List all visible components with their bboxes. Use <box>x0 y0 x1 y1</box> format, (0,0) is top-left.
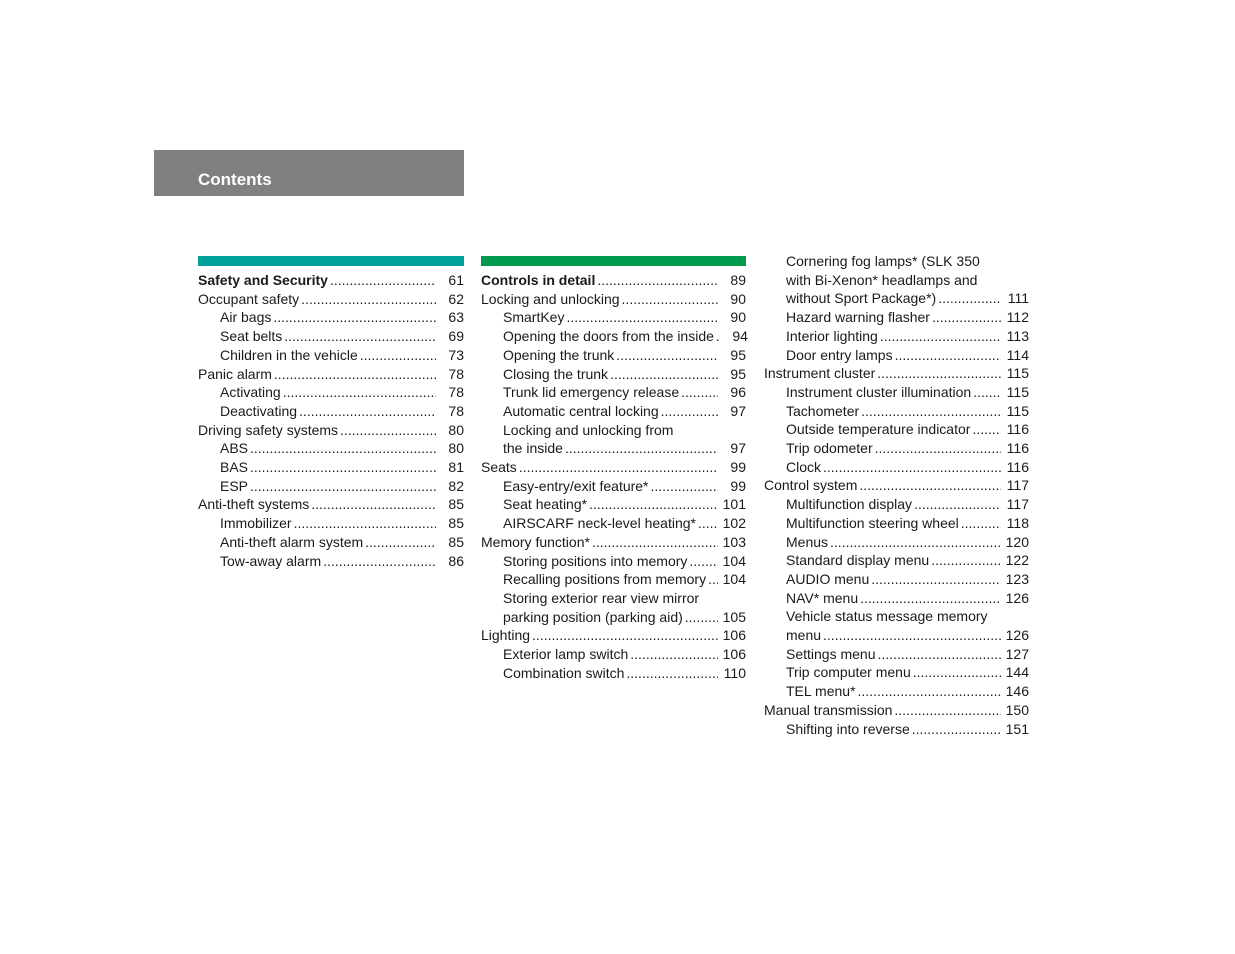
toc-entry-label: Seat belts <box>220 328 283 345</box>
toc-leader-dots <box>880 327 1001 346</box>
toc-entry-label: Air bags <box>220 309 272 326</box>
toc-column-2 <box>481 256 746 682</box>
toc-entry[interactable] <box>764 289 1029 308</box>
toc-leader-dots <box>616 346 718 365</box>
toc-entry-label: Control system <box>764 477 858 494</box>
toc-entry-page: 62 <box>448 290 464 307</box>
toc-entry[interactable] <box>481 608 746 627</box>
toc-entry-label: Panic alarm <box>198 365 272 382</box>
toc-entry[interactable] <box>198 402 464 421</box>
toc-entry[interactable] <box>481 439 746 458</box>
toc-entry-page: 89 <box>730 272 746 288</box>
toc-leader-dots <box>861 402 1001 421</box>
toc-entry[interactable] <box>764 327 1029 346</box>
toc-leader-dots <box>250 477 436 496</box>
toc-entry[interactable] <box>481 271 746 290</box>
toc-leader-dots <box>914 495 1001 514</box>
toc-entry-label: Closing the trunk <box>503 365 609 382</box>
toc-leader-dots <box>311 495 436 514</box>
toc-entry-label: NAV* menu <box>786 589 859 606</box>
toc-entry-page: 115 <box>1006 383 1029 400</box>
page-title: Contents <box>198 170 272 189</box>
toc-leader-dots <box>830 533 1001 552</box>
toc-entry-label: TEL menu* <box>786 683 856 700</box>
toc-entry-label: Hazard warning flasher <box>786 309 930 326</box>
toc-entry-page: 97 <box>730 402 746 419</box>
toc-entry-page: 80 <box>448 421 464 438</box>
toc-leader-dots <box>894 701 1001 720</box>
toc-entry[interactable] <box>198 458 464 477</box>
toc-entry-label: Instrument cluster illumination <box>786 383 972 400</box>
toc-entry-page: 151 <box>1005 720 1029 737</box>
toc-leader-dots <box>913 663 1001 682</box>
toc-entry-label: Safety and Security <box>198 272 328 288</box>
toc-entry-label: Automatic central locking <box>503 402 659 419</box>
toc-leader-dots <box>961 514 1001 533</box>
toc-entry-page: 116 <box>1006 458 1029 475</box>
toc-leader-dots <box>360 346 436 365</box>
toc-entry-label: Trip odometer <box>786 440 873 457</box>
toc-entry-page: 106 <box>722 646 746 663</box>
toc-entry-label: with Bi-Xenon* headlamps and <box>786 271 978 288</box>
toc-leader-dots <box>973 383 1001 402</box>
toc-entry-label: Outside temperature indicator <box>786 421 971 438</box>
toc-entry[interactable] <box>764 402 1029 421</box>
toc-leader-dots <box>630 645 718 664</box>
toc-entry[interactable] <box>481 290 746 309</box>
toc-entry[interactable] <box>198 514 464 533</box>
toc-entry-label: Children in the vehicle <box>220 346 358 363</box>
toc-entry-page: 99 <box>730 459 746 476</box>
toc-leader-dots <box>681 383 718 402</box>
toc-entry[interactable] <box>481 477 746 496</box>
toc-entry[interactable] <box>481 308 746 327</box>
toc-entry-label: Opening the trunk <box>503 346 615 363</box>
toc-entry[interactable] <box>764 346 1029 365</box>
toc-leader-dots <box>532 626 718 645</box>
toc-leader-dots <box>938 289 1001 308</box>
toc-entry-label: Anti-theft alarm system <box>220 533 364 550</box>
toc-leader-dots <box>284 327 436 346</box>
toc-entry[interactable] <box>764 458 1029 477</box>
toc-entry[interactable] <box>481 402 746 421</box>
toc-entry-page: 95 <box>730 365 746 382</box>
toc-entry[interactable] <box>198 383 464 402</box>
toc-leader-dots <box>931 551 1001 570</box>
toc-entry-label: Standard display menu <box>786 552 930 569</box>
toc-entry-page: 81 <box>448 459 464 476</box>
toc-entry-label: Multifunction steering wheel <box>786 514 959 531</box>
toc-entry-label: Locking and unlocking from <box>503 421 674 438</box>
toc-leader-dots <box>685 608 718 627</box>
toc-leader-dots <box>622 290 718 309</box>
toc-leader-dots <box>871 570 1001 589</box>
toc-entry-page: 118 <box>1006 514 1029 531</box>
section-color-bar <box>198 256 464 266</box>
toc-entry-page: 61 <box>448 272 464 288</box>
toc-leader-dots <box>661 402 718 421</box>
section-color-bar <box>481 256 746 266</box>
toc-entry-page: 82 <box>448 477 464 494</box>
toc-entry[interactable] <box>764 570 1029 589</box>
toc-leader-dots <box>330 271 436 290</box>
toc-leader-dots <box>283 383 436 402</box>
toc-entry-label: Exterior lamp switch <box>503 646 629 663</box>
toc-entry[interactable] <box>481 645 746 664</box>
toc-entry-page: 120 <box>1005 533 1029 550</box>
toc-entry-label: AUDIO menu <box>786 570 870 587</box>
toc-entry-page: 112 <box>1006 309 1029 326</box>
toc-entry[interactable] <box>764 682 1029 701</box>
toc-leader-dots <box>708 570 718 589</box>
toc-entry-label: Storing positions into memory <box>503 552 688 569</box>
toc-entry-label: without Sport Package*) <box>786 290 937 307</box>
toc-entry[interactable] <box>764 701 1029 720</box>
toc-leader-dots <box>698 514 718 533</box>
toc-entry-label: Seats <box>481 459 517 476</box>
toc-entry[interactable] <box>764 364 1029 383</box>
toc-entry-label: Clock <box>786 458 822 475</box>
toc-leader-dots <box>323 552 436 571</box>
toc-entry-page: 85 <box>448 533 464 550</box>
toc-leader-dots <box>250 458 436 477</box>
toc-entry-label: Tachometer <box>786 402 860 419</box>
toc-entry-page: 111 <box>1007 290 1029 307</box>
toc-entry-page: 78 <box>448 402 464 419</box>
toc-entry-page: 117 <box>1006 477 1029 494</box>
toc-entry-page: 78 <box>448 365 464 382</box>
toc-leader-dots <box>716 327 720 346</box>
toc-entry-page: 90 <box>730 309 746 326</box>
toc-entry-label: the inside <box>503 440 563 457</box>
toc-entry[interactable] <box>198 346 464 365</box>
toc-leader-dots <box>597 271 718 290</box>
toc-entry[interactable] <box>198 477 464 496</box>
toc-entry-label: Instrument cluster <box>764 365 876 382</box>
toc-leader-dots <box>273 308 436 327</box>
toc-leader-dots <box>877 364 1001 383</box>
toc-entry[interactable] <box>481 327 746 346</box>
toc-entry-label: Seat heating* <box>503 496 588 513</box>
toc-entry-label: Deactivating <box>220 402 298 419</box>
toc-entry-page: 150 <box>1005 701 1029 718</box>
toc-entry[interactable] <box>481 626 746 645</box>
toc-entry[interactable] <box>481 346 746 365</box>
toc-entry-page: 123 <box>1005 570 1029 587</box>
toc-entry-page: 115 <box>1006 365 1029 382</box>
toc-entry[interactable] <box>198 365 464 384</box>
toc-entry-label: BAS <box>220 459 249 476</box>
toc-entry[interactable] <box>198 439 464 458</box>
toc-leader-dots <box>689 552 718 571</box>
toc-entry[interactable] <box>198 327 464 346</box>
toc-entry-page: 127 <box>1005 645 1029 662</box>
toc-entry-label: Interior lighting <box>786 327 878 344</box>
toc-entry-label: ABS <box>220 440 249 457</box>
toc-entry-label: Storing exterior rear view mirror <box>503 589 700 606</box>
toc-column-3 <box>764 252 1029 738</box>
toc-entry[interactable] <box>481 533 746 552</box>
toc-entry[interactable] <box>481 495 746 514</box>
toc-leader-dots <box>878 645 1002 664</box>
toc-entry[interactable] <box>198 495 464 514</box>
toc-entry[interactable] <box>764 271 1029 290</box>
toc-leader-dots <box>566 308 718 327</box>
toc-entry-page: 103 <box>722 533 746 550</box>
toc-entry[interactable] <box>198 552 464 571</box>
toc-leader-dots <box>565 439 718 458</box>
toc-entry[interactable] <box>481 365 746 384</box>
toc-entry[interactable] <box>764 663 1029 682</box>
toc-entry[interactable] <box>481 664 746 683</box>
toc-entry-label: Menus <box>786 533 829 550</box>
toc-entry-label: Door entry lamps <box>786 346 893 363</box>
toc-entry[interactable] <box>481 421 746 440</box>
toc-entry[interactable] <box>764 383 1029 402</box>
toc-entry-page: 113 <box>1006 327 1029 344</box>
toc-entry[interactable] <box>764 308 1029 327</box>
toc-entry[interactable] <box>764 420 1029 439</box>
toc-entry-label: Memory function* <box>481 533 590 550</box>
toc-leader-dots <box>589 495 718 514</box>
toc-entry[interactable] <box>764 720 1029 739</box>
toc-entry-label: Easy-entry/exit feature* <box>503 477 649 494</box>
toc-entry-page: 122 <box>1005 552 1029 569</box>
toc-entry[interactable] <box>198 533 464 552</box>
toc-entry-page: 96 <box>730 384 746 401</box>
toc-entry-label: Opening the doors from the inside <box>503 328 714 345</box>
toc-entry-label: Trip computer menu <box>786 664 911 681</box>
toc-entry-page: 126 <box>1005 627 1029 644</box>
toc-entry-label: parking position (parking aid) <box>503 608 683 625</box>
toc-leader-dots <box>875 439 1001 458</box>
toc-entry-label: Tow-away alarm <box>220 552 322 569</box>
toc-entry-page: 146 <box>1005 683 1029 700</box>
toc-leader-dots <box>365 533 436 552</box>
toc-leader-dots <box>859 476 1001 495</box>
toc-entry-page: 106 <box>722 627 746 644</box>
toc-entry[interactable] <box>198 290 464 309</box>
toc-entry[interactable] <box>764 252 1029 271</box>
toc-entry-page: 73 <box>448 346 464 363</box>
toc-entry-page: 101 <box>722 496 746 513</box>
header-bar <box>154 150 464 196</box>
toc-leader-dots <box>895 346 1001 365</box>
toc-entry-label: Driving safety systems <box>198 421 339 438</box>
toc-entry[interactable] <box>764 645 1029 664</box>
toc-entry[interactable] <box>764 476 1029 495</box>
toc-leader-dots <box>294 514 436 533</box>
toc-entry[interactable] <box>764 607 1029 626</box>
toc-leader-dots <box>610 365 718 384</box>
toc-entry-label: Trunk lid emergency release <box>503 384 680 401</box>
toc-entry[interactable] <box>481 552 746 571</box>
toc-entry-page: 97 <box>730 440 746 457</box>
toc-entry[interactable] <box>764 551 1029 570</box>
toc-entry-page: 63 <box>448 309 464 326</box>
toc-entry-page: 85 <box>448 496 464 513</box>
toc-column-1 <box>198 256 464 570</box>
toc-entry-label: Anti-theft systems <box>198 496 310 513</box>
toc-entry-label: Lighting <box>481 627 531 644</box>
toc-entry-page: 99 <box>730 477 746 494</box>
toc-entry-page: 69 <box>448 328 464 345</box>
toc-entry-label: menu <box>786 627 822 644</box>
toc-entry-page: 144 <box>1005 664 1029 681</box>
toc-entry[interactable] <box>481 570 746 589</box>
toc-entry-page: 110 <box>723 664 746 681</box>
toc-entry-label: Locking and unlocking <box>481 290 620 307</box>
toc-entry[interactable] <box>764 626 1029 645</box>
toc-entry-label: AIRSCARF neck-level heating* <box>503 515 696 532</box>
toc-leader-dots <box>932 308 1001 327</box>
toc-leader-dots <box>823 458 1001 477</box>
toc-entry-page: 90 <box>730 290 746 307</box>
toc-leader-dots <box>301 290 436 309</box>
toc-leader-dots <box>823 626 1001 645</box>
toc-entry[interactable] <box>764 533 1029 552</box>
toc-entry-page: 114 <box>1006 346 1029 363</box>
toc-leader-dots <box>626 664 718 683</box>
toc-leader-dots <box>250 439 436 458</box>
toc-entry[interactable] <box>764 439 1029 458</box>
toc-entry-page: 104 <box>722 571 746 588</box>
toc-entry-label: Recalling positions from memory <box>503 571 707 588</box>
toc-entry-label: SmartKey <box>503 309 565 326</box>
toc-entry-label: Occupant safety <box>198 290 300 307</box>
toc-entry-page: 95 <box>730 346 746 363</box>
toc-leader-dots <box>912 720 1001 739</box>
toc-entry[interactable] <box>198 271 464 290</box>
toc-entry-label: Multifunction display <box>786 496 913 513</box>
toc-leader-dots <box>858 682 1001 701</box>
toc-leader-dots <box>299 402 436 421</box>
toc-entry[interactable] <box>198 421 464 440</box>
toc-leader-dots <box>972 420 1001 439</box>
toc-entry-page: 102 <box>722 515 746 532</box>
toc-entry[interactable] <box>764 514 1029 533</box>
toc-entry-label: Manual transmission <box>764 701 893 718</box>
toc-entry[interactable] <box>481 458 746 477</box>
toc-entry-page: 116 <box>1006 440 1029 457</box>
toc-entry-label: Combination switch <box>503 664 625 681</box>
toc-entry-label: ESP <box>220 477 249 494</box>
toc-leader-dots <box>519 458 718 477</box>
toc-entry-page: 116 <box>1006 421 1029 438</box>
toc-entry-label: Cornering fog lamps* (SLK 350 <box>786 253 980 269</box>
toc-leader-dots <box>860 589 1001 608</box>
toc-entry-page: 78 <box>448 384 464 401</box>
toc-entry-label: Vehicle status message memory <box>786 608 988 625</box>
toc-entry[interactable] <box>764 589 1029 608</box>
toc-entry-page: 105 <box>722 608 746 625</box>
toc-entry[interactable] <box>481 383 746 402</box>
toc-entry-label: Activating <box>220 384 281 401</box>
toc-entry-label: Settings menu <box>786 645 876 662</box>
toc-entry-label: Controls in detail <box>481 272 596 288</box>
toc-leader-dots <box>592 533 718 552</box>
toc-leader-dots <box>651 477 718 496</box>
toc-entry-page: 126 <box>1005 589 1029 606</box>
toc-entry-page: 117 <box>1006 496 1029 513</box>
toc-leader-dots <box>340 421 436 440</box>
toc-entry-page: 94 <box>732 328 748 345</box>
toc-entry-page: 104 <box>722 552 746 569</box>
toc-entry[interactable] <box>764 495 1029 514</box>
toc-entry-label: Immobilizer <box>220 515 292 532</box>
toc-entry-page: 85 <box>448 515 464 532</box>
toc-entry-label: Shifting into reverse <box>786 720 910 737</box>
toc-entry[interactable] <box>198 308 464 327</box>
toc-entry[interactable] <box>481 589 746 608</box>
toc-entry[interactable] <box>481 514 746 533</box>
toc-leader-dots <box>274 365 436 384</box>
toc-entry-page: 80 <box>448 440 464 457</box>
toc-entry-page: 115 <box>1006 402 1029 419</box>
toc-entry-page: 86 <box>448 552 464 569</box>
